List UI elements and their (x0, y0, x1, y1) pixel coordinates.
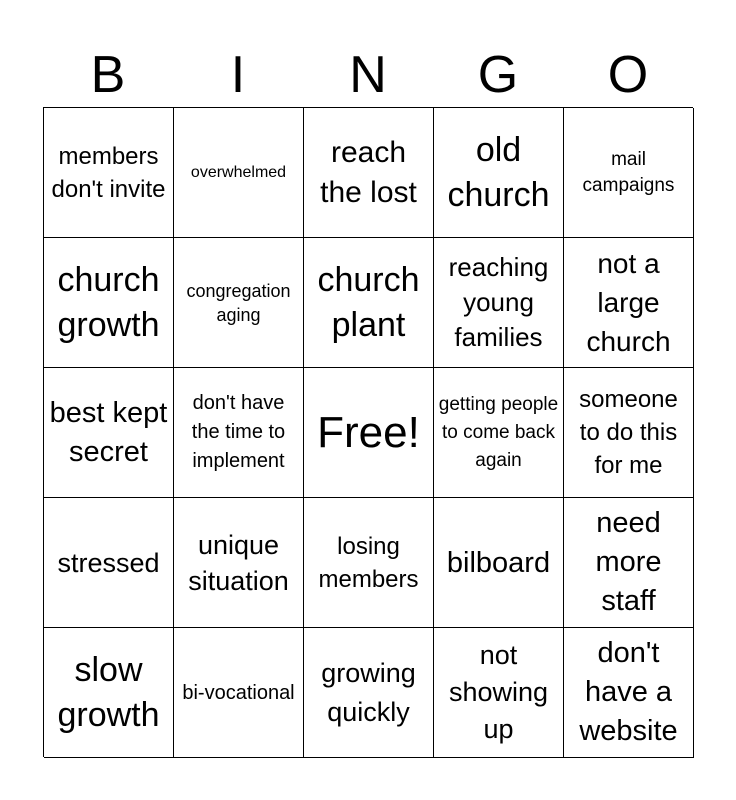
bingo-cell[interactable] (304, 498, 434, 628)
bingo-cell[interactable] (304, 108, 434, 238)
bingo-cell-text: reaching young families (448, 252, 549, 352)
bingo-cell[interactable] (434, 108, 564, 238)
bingo-cell[interactable] (564, 628, 694, 758)
bingo-cell[interactable] (304, 368, 434, 498)
bingo-cell-text: someone to do this for me (579, 386, 678, 479)
bingo-cell[interactable] (304, 238, 434, 368)
bingo-cell[interactable] (174, 368, 304, 498)
bingo-cell[interactable] (564, 368, 694, 498)
bingo-cell-text: mail campaigns (582, 148, 675, 196)
bingo-cell[interactable] (44, 628, 174, 758)
bingo-cell[interactable] (44, 498, 174, 628)
bingo-cell[interactable] (44, 238, 174, 368)
bingo-cell-text: best kept secret (49, 396, 168, 468)
bingo-board (43, 107, 693, 757)
bingo-cell-text: need more staff (595, 507, 662, 617)
bingo-cell-text: bilboard (446, 546, 551, 579)
bingo-cell-text: not a large church (586, 248, 671, 357)
bingo-cell[interactable] (564, 498, 694, 628)
bingo-cell[interactable] (304, 628, 434, 758)
bingo-cell-text: not showing up (448, 640, 549, 744)
header-letter-o: O (607, 46, 649, 104)
bingo-cell[interactable] (564, 238, 694, 368)
header-letter-g: G (477, 46, 519, 104)
bingo-cell-text: members don't invite (51, 142, 166, 203)
free-space: Free! (317, 407, 420, 457)
bingo-cell[interactable] (174, 108, 304, 238)
bingo-cell-text: don't have the time to implement (191, 392, 286, 472)
bingo-cell[interactable] (434, 368, 564, 498)
bingo-cell-text: getting people to come back again (438, 393, 559, 471)
bingo-cell[interactable] (434, 238, 564, 368)
bingo-cell-text: church plant (317, 260, 420, 344)
bingo-cell-text: don't have a website (579, 637, 678, 747)
bingo-cell-text: losing members (318, 532, 419, 593)
bingo-cell[interactable] (434, 628, 564, 758)
bingo-cell-text: growing quickly (321, 657, 416, 727)
bingo-cell[interactable] (174, 498, 304, 628)
bingo-cell[interactable] (434, 498, 564, 628)
bingo-cell[interactable] (44, 368, 174, 498)
bingo-header (43, 42, 693, 108)
bingo-cell-text: congregation aging (186, 280, 291, 325)
bingo-cell-text: slow growth (57, 650, 160, 734)
bingo-cell-text: unique situation (188, 529, 289, 596)
header-letter-i: I (230, 46, 246, 104)
bingo-cell-text: church growth (57, 260, 160, 344)
bingo-cell[interactable] (174, 628, 304, 758)
bingo-cell[interactable] (174, 238, 304, 368)
bingo-cell-text: stressed (57, 547, 160, 578)
bingo-cell-text: bi-vocational (182, 681, 295, 704)
bingo-cell[interactable] (564, 108, 694, 238)
bingo-cell-text: reach the lost (320, 135, 417, 209)
bingo-cell-text: overwhelmed (190, 163, 287, 181)
header-letter-b: B (90, 46, 126, 104)
header-letter-n: N (349, 46, 387, 104)
bingo-cell-text: old church (447, 130, 550, 214)
bingo-cell[interactable] (44, 108, 174, 238)
